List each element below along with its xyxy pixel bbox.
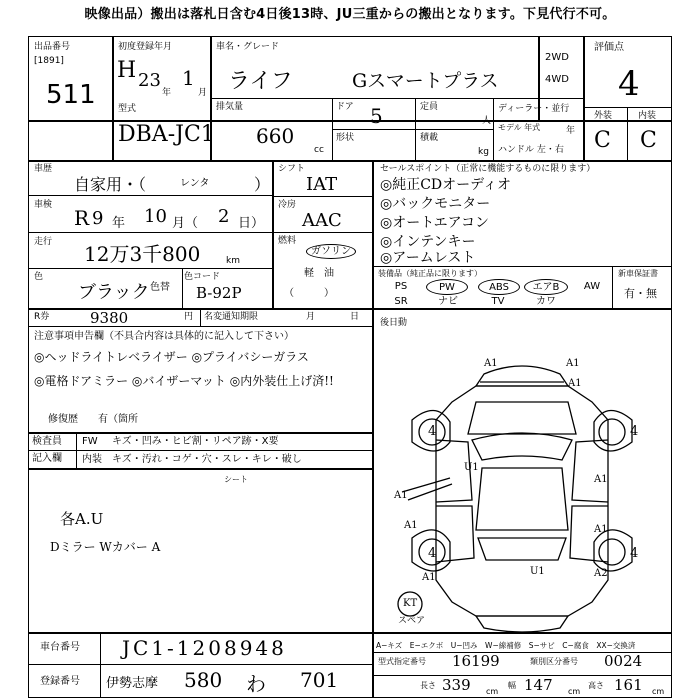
dealer-label: ディーラー・並行 bbox=[498, 104, 570, 114]
handle-label: ハンドル 左・右 bbox=[498, 145, 564, 155]
equipment-tv: TV bbox=[491, 296, 505, 307]
fuel-diesel: 軽 油 bbox=[304, 268, 334, 279]
displacement-value: 660 bbox=[256, 124, 295, 148]
damage-mark: 4 bbox=[428, 546, 437, 561]
divider bbox=[272, 160, 274, 308]
mileage-label: 走行 bbox=[34, 237, 53, 247]
inspection-label: 車検 bbox=[34, 200, 53, 210]
damage-mark: U1 bbox=[530, 566, 545, 577]
width-label: 幅 bbox=[508, 681, 516, 690]
equipment-sr: SR bbox=[394, 296, 408, 307]
new-warranty-label: 新車保証書 bbox=[618, 269, 658, 278]
rear-seat-label: 後日動 bbox=[380, 318, 408, 328]
lot-number: 511 bbox=[46, 80, 96, 110]
plate-label: 登録番号 bbox=[40, 676, 80, 687]
divider bbox=[28, 450, 372, 451]
inspector-interior-label: 内装 bbox=[82, 454, 102, 465]
divider bbox=[76, 432, 77, 468]
length-value: 339 bbox=[442, 676, 471, 694]
color-shade-label: 色替 bbox=[150, 282, 170, 293]
deadline-day: 日 bbox=[350, 312, 360, 322]
history-close: ） bbox=[254, 175, 271, 194]
notes-label: 注意事項申告欄（不具合内容は具体的に記入して下さい） bbox=[34, 331, 294, 342]
inspector-fw-label: FW bbox=[82, 436, 98, 447]
divider bbox=[372, 632, 374, 698]
exterior-label: 外装 bbox=[594, 111, 613, 121]
divider bbox=[28, 268, 272, 269]
equipment-airbag: エアB bbox=[524, 279, 568, 295]
divider bbox=[28, 632, 672, 634]
divider bbox=[332, 129, 493, 130]
plate-class: 580 bbox=[184, 668, 223, 692]
model-year-label: モデル 年式 bbox=[498, 123, 541, 132]
model-label: 型式 bbox=[118, 104, 137, 114]
inspector-row: キズ・汚れ・コゲ・穴・スレ・キレ・破し bbox=[112, 454, 302, 465]
exterior-grade: C bbox=[594, 128, 611, 153]
rear-window bbox=[478, 538, 566, 560]
model-year-unit: 年 bbox=[566, 126, 576, 136]
tire-rear-right bbox=[599, 539, 625, 565]
selling-point-item: ◎インテンキー bbox=[380, 234, 476, 250]
car-name: ライフ bbox=[228, 69, 293, 94]
plate-number: 701 bbox=[300, 668, 339, 692]
mileage-value: 12万3千800 bbox=[84, 242, 201, 266]
load-unit: kg bbox=[478, 147, 489, 157]
displacement-label: 排気量 bbox=[216, 102, 244, 112]
inspection-day: 2 bbox=[218, 206, 230, 227]
equipment-pw: PW bbox=[426, 279, 468, 295]
damage-mark: A1 bbox=[594, 524, 608, 535]
plate-kana: わ bbox=[246, 672, 266, 696]
mileage-unit: km bbox=[226, 256, 240, 266]
registration-era: H bbox=[117, 58, 137, 83]
spare-mark: KT bbox=[403, 598, 418, 609]
divider bbox=[372, 160, 374, 308]
color-value: ブラック bbox=[78, 282, 150, 303]
new-warranty-value: 有・無 bbox=[624, 287, 657, 300]
notes-line: ◎電格ドアミラー ◎バイザーマット ◎内外装仕上げ済!! bbox=[34, 374, 334, 388]
car-grade: Gスマートプラス bbox=[352, 70, 499, 92]
interior-label: 内装 bbox=[638, 111, 657, 121]
windshield bbox=[472, 433, 572, 460]
repair-label: 修復歴 有（箇所 bbox=[48, 414, 138, 425]
left-rear-door bbox=[436, 506, 474, 562]
equipment-ps: PS bbox=[394, 281, 408, 292]
divider bbox=[100, 632, 101, 698]
plate-region: 伊勢志摩 bbox=[106, 676, 159, 691]
divider bbox=[28, 326, 372, 327]
inspection-year-unit: 年 bbox=[112, 216, 126, 231]
history-value: 自家用・（ bbox=[74, 175, 147, 194]
notes-line: ◎ヘッドライトレベライザー ◎プライバシーガラス bbox=[34, 350, 309, 364]
color-label: 色 bbox=[34, 272, 44, 282]
damage-mark: A2 bbox=[594, 568, 608, 579]
divider bbox=[28, 195, 272, 196]
damage-mark: A1 bbox=[404, 520, 418, 531]
equipment-navi: ナビ bbox=[438, 296, 458, 307]
deadline-month: 月 bbox=[306, 312, 316, 322]
recycle-label: R券 bbox=[34, 312, 50, 322]
registration-month: 1 bbox=[182, 66, 195, 90]
spare-label: スペア bbox=[398, 616, 426, 626]
width-value: 147 bbox=[524, 676, 553, 694]
header-notice: 映像出品）搬出は落札日含む4日後13時、JU三重からの搬出となります。下見代行不可。 bbox=[84, 7, 616, 22]
divider bbox=[210, 98, 583, 99]
height-label: 高さ bbox=[588, 681, 604, 690]
lot-code: [1891] bbox=[34, 56, 64, 66]
damage-mark: A1 bbox=[484, 358, 498, 369]
drive-4wd: 4WD bbox=[545, 74, 569, 85]
selling-point-item: ◎オートエアコン bbox=[380, 215, 489, 231]
divider bbox=[28, 432, 372, 434]
divider bbox=[612, 266, 613, 308]
inspector-label: 検査員 bbox=[32, 436, 62, 447]
inspection-month: 10 bbox=[144, 206, 167, 227]
equipment-abs: ABS bbox=[478, 279, 520, 295]
inspector-note: シート bbox=[224, 475, 248, 484]
selling-point-item: ◎バックモニター bbox=[380, 196, 491, 212]
divider bbox=[272, 196, 372, 197]
divider bbox=[28, 664, 372, 665]
shift-value: IAT bbox=[306, 174, 338, 195]
divider bbox=[272, 232, 372, 233]
load-label: 積載 bbox=[420, 133, 439, 143]
inspection-year: 9 bbox=[92, 208, 104, 229]
damage-mark: A1 bbox=[394, 490, 408, 501]
damage-legend: A−キズ E−エクボ U−凹み W−線補修 S−サビ C−腐食 XX−交換済 bbox=[376, 641, 636, 650]
damage-mark: A1 bbox=[422, 572, 436, 583]
equipment-leather: カワ bbox=[536, 296, 556, 307]
door-label: ドア bbox=[336, 102, 354, 112]
divider bbox=[200, 308, 201, 326]
selling-points-label: セールスポイント（正常に機能するものに限ります） bbox=[380, 164, 596, 174]
divider bbox=[182, 268, 183, 308]
recycle-value: 9380 bbox=[90, 309, 129, 327]
score-label: 評価点 bbox=[594, 42, 624, 53]
damage-mark: A1 bbox=[566, 358, 580, 369]
damage-mark: U1 bbox=[464, 462, 479, 473]
front-bumper bbox=[476, 366, 568, 386]
length-unit: cm bbox=[486, 687, 499, 696]
handwritten-note: Dミラー Wカバー A bbox=[50, 540, 161, 554]
damage-mark: 4 bbox=[630, 546, 639, 561]
registration-year: 23 bbox=[138, 70, 161, 91]
length-label: 長さ bbox=[420, 681, 436, 690]
inspector-row: キズ・凹み・ヒビ割・リペア跡・X要 bbox=[112, 436, 279, 447]
designation-label: 型式指定番号 bbox=[378, 657, 426, 666]
damage-mark: A1 bbox=[568, 378, 582, 389]
ac-label: 冷房 bbox=[278, 200, 297, 210]
height-unit: cm bbox=[652, 687, 665, 696]
recycle-unit: 円 bbox=[184, 312, 194, 322]
interior-grade: C bbox=[640, 128, 657, 153]
registration-year-unit: 年 bbox=[162, 88, 172, 98]
divider bbox=[28, 160, 672, 162]
height-value: 161 bbox=[614, 676, 643, 694]
drive-2wd: 2WD bbox=[545, 52, 569, 63]
fuel-gas: ガソリン bbox=[306, 244, 356, 259]
model-code: DBA-JC1 bbox=[118, 122, 215, 147]
selling-point-item: ◎アームレスト bbox=[380, 250, 476, 266]
capacity-label: 定員 bbox=[420, 102, 439, 112]
fuel-label: 燃料 bbox=[278, 236, 297, 246]
shift-label: シフト bbox=[278, 164, 306, 174]
category-value: 0024 bbox=[604, 652, 643, 670]
divider bbox=[583, 36, 585, 160]
fuel-blank: （ ） bbox=[284, 288, 334, 299]
shape-label: 形状 bbox=[336, 133, 355, 143]
selling-point-item: ◎純正CDオーディオ bbox=[380, 177, 512, 193]
ac-value: AAC bbox=[302, 210, 342, 231]
chassis-label: 車台番号 bbox=[40, 642, 80, 653]
deadline-label: 名変通知期限 bbox=[204, 312, 259, 322]
inspector-label: 記入欄 bbox=[32, 453, 62, 464]
inspection-day-unit: 日） bbox=[238, 216, 265, 231]
history-label: 車歴 bbox=[34, 164, 53, 174]
inspection-month-unit: 月（ bbox=[172, 216, 199, 231]
damage-mark: 4 bbox=[630, 424, 639, 439]
car-diagram bbox=[372, 330, 672, 632]
designation-value: 16199 bbox=[452, 652, 500, 670]
equipment-aw: AW bbox=[583, 281, 601, 292]
lot-label: 出品番号 bbox=[34, 42, 71, 52]
damage-mark: 4 bbox=[428, 424, 437, 439]
color-code-label: 色コード bbox=[184, 272, 221, 282]
width-unit: cm bbox=[568, 687, 581, 696]
registration-label: 初度登録年月 bbox=[118, 42, 173, 52]
hood bbox=[468, 402, 576, 434]
car-name-label: 車名・グレード bbox=[216, 42, 280, 52]
category-label: 類別区分番号 bbox=[530, 657, 578, 666]
color-code: B-92P bbox=[196, 284, 242, 302]
rear-bumper bbox=[476, 616, 568, 632]
divider bbox=[493, 98, 494, 160]
inspection-era: R bbox=[74, 206, 90, 230]
divider bbox=[28, 232, 272, 233]
divider bbox=[28, 468, 372, 470]
tire-front-right bbox=[599, 419, 625, 445]
handwritten-note: 各A.U bbox=[60, 510, 104, 528]
chassis-number: JC1-1208948 bbox=[122, 636, 287, 660]
displacement-unit: cc bbox=[314, 145, 324, 155]
equipment-label: 装備品（純正品に限ります） bbox=[378, 269, 482, 278]
score-value: 4 bbox=[618, 64, 640, 104]
history-rental: レンタ bbox=[180, 178, 210, 189]
roof bbox=[476, 468, 568, 530]
capacity-unit: 人 bbox=[482, 116, 492, 126]
damage-mark: A1 bbox=[594, 474, 608, 485]
registration-month-unit: 月 bbox=[198, 88, 208, 98]
divider bbox=[627, 107, 628, 160]
door-value: 5 bbox=[370, 104, 383, 128]
divider bbox=[112, 36, 114, 160]
